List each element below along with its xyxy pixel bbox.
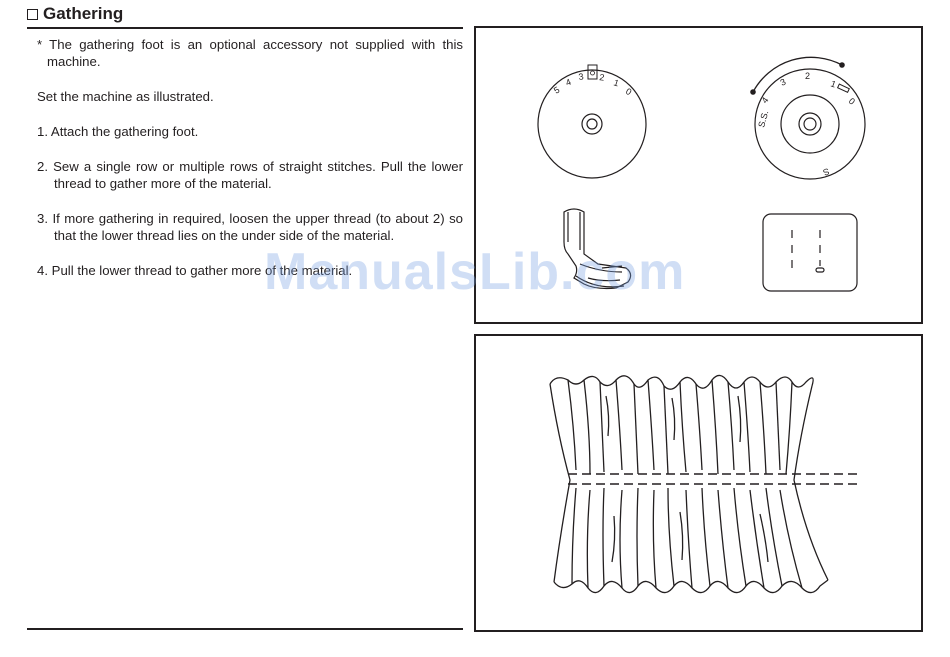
bottom-divider	[27, 628, 463, 630]
svg-text:2: 2	[598, 72, 606, 83]
step-3: 3. If more gathering in required, loosen the upper thread (to about 2) so that the lower thread lies on the under side of the material.	[37, 211, 463, 243]
svg-text:3: 3	[577, 71, 585, 82]
svg-text:3: 3	[778, 76, 788, 88]
svg-text:S.S.: S.S.	[756, 109, 771, 129]
watermark: ManualsLib.com	[264, 243, 686, 301]
step-1: 1. Attach the gathering foot.	[37, 124, 199, 139]
settings-illustration	[476, 28, 921, 322]
straight-stitch-pattern-icon	[763, 214, 857, 291]
tension-dial-icon	[538, 65, 646, 178]
section-title: Gathering	[43, 4, 124, 23]
svg-text:4: 4	[564, 76, 573, 88]
checkbox-square-icon	[27, 9, 38, 20]
gathered-fabric-icon	[476, 336, 921, 630]
stitch-length-dial-numbers	[756, 71, 857, 178]
svg-text:2: 2	[805, 71, 811, 81]
svg-text:0: 0	[624, 86, 634, 98]
step-2: 2. Sew a single row or multiple rows of straight stitches. Pull the lower thread to gather more of the material.	[37, 159, 463, 191]
settings-illustration-panel	[474, 26, 923, 324]
svg-text:S: S	[821, 166, 831, 178]
svg-text:1: 1	[612, 77, 621, 89]
setup-instruction: Set the machine as illustrated.	[37, 89, 214, 104]
svg-text:5: 5	[552, 84, 562, 96]
svg-text:4: 4	[759, 95, 771, 106]
instructions-text	[37, 36, 463, 297]
section-header	[27, 3, 463, 29]
step-4: 4. Pull the lower thread to gather more of the material.	[37, 263, 353, 278]
accessory-note: * The gathering foot is an optional accessory not supplied with this machine.	[37, 37, 463, 69]
gathering-foot-icon	[564, 209, 631, 289]
svg-text:0: 0	[846, 95, 857, 107]
gathered-fabric-panel	[474, 334, 923, 632]
svg-text:1: 1	[829, 78, 838, 90]
